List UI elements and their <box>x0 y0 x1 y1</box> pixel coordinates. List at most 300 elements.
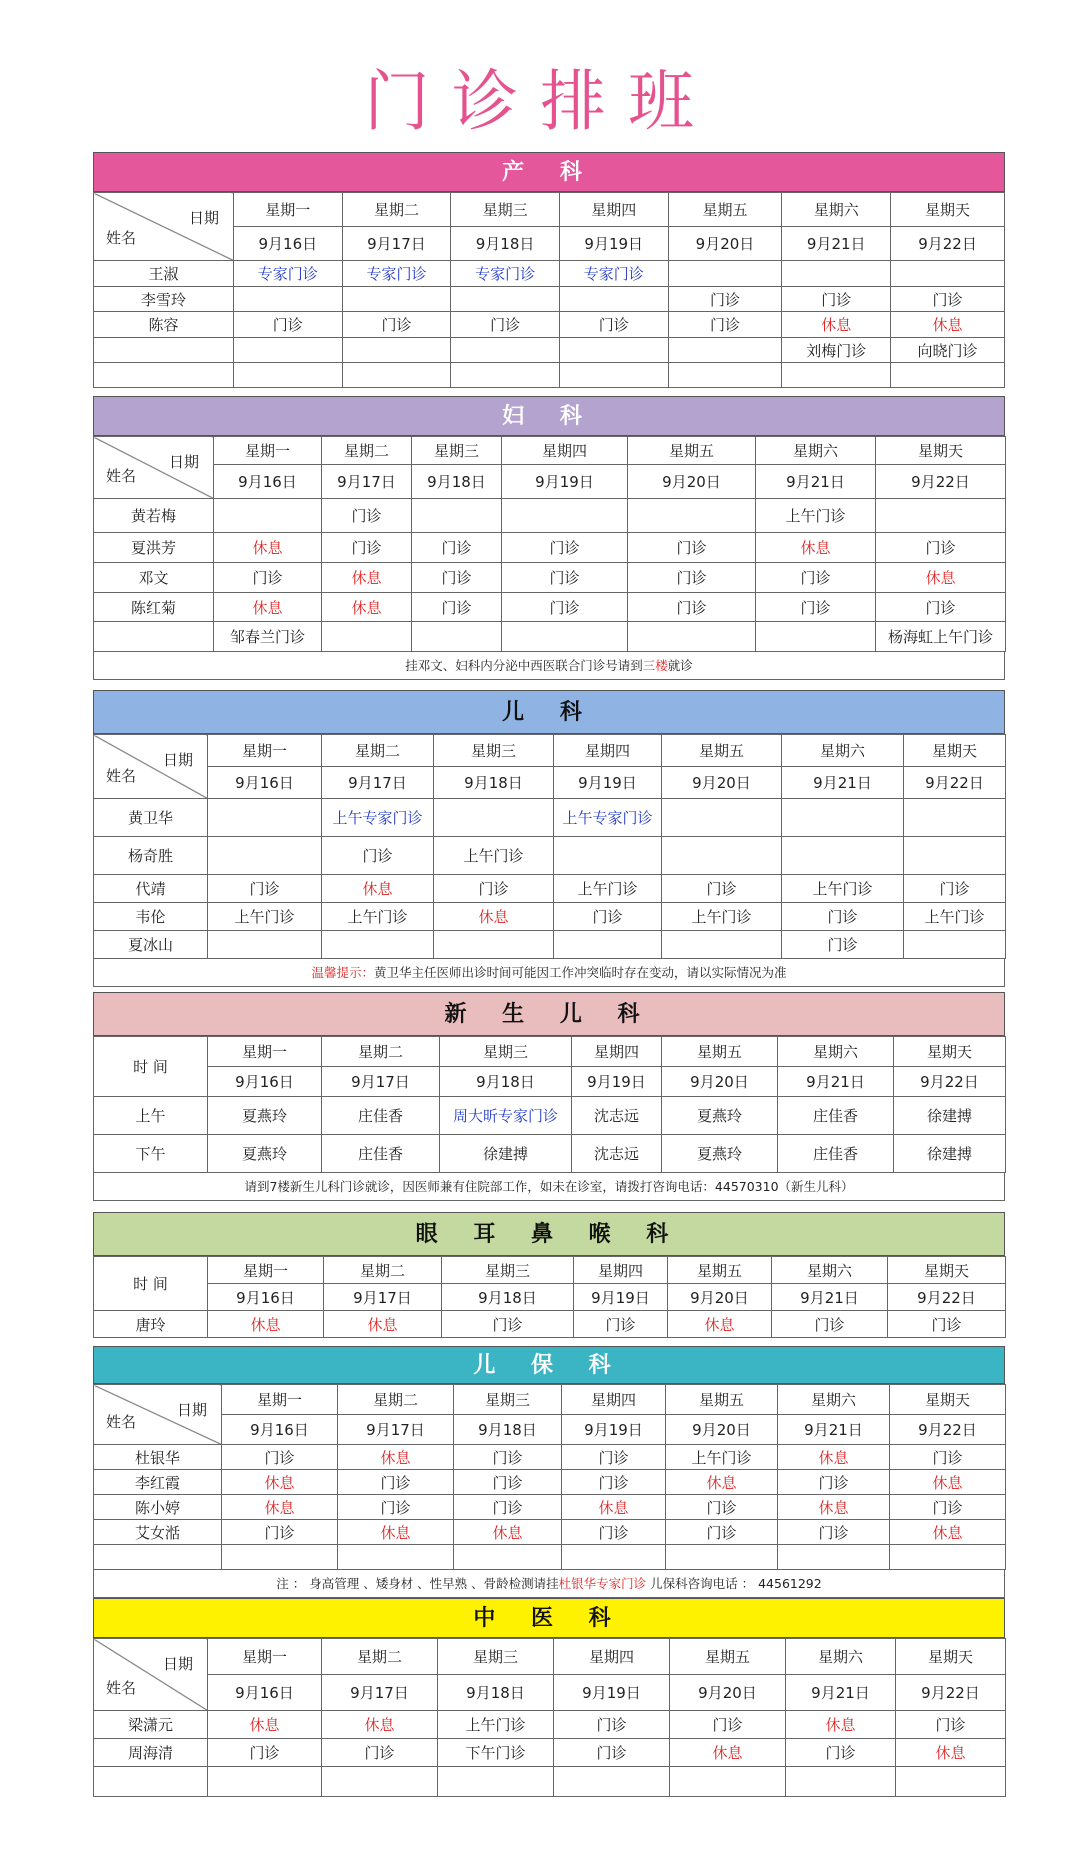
weekday-header: 星期六 <box>756 437 876 465</box>
schedule-cell <box>338 1545 454 1570</box>
doctor-name: 艾女湉 <box>94 1520 222 1545</box>
schedule-cell: 门诊 <box>451 312 560 338</box>
table-row <box>94 1495 1006 1520</box>
weekday-header: 星期五 <box>628 437 756 465</box>
schedule-cell: 休息 <box>222 1470 338 1495</box>
schedule-cell <box>451 338 560 363</box>
session-cell: 唐玲 <box>94 1311 208 1338</box>
date-header: 9月19日 <box>574 1284 668 1311</box>
table-row <box>94 563 1006 593</box>
schedule-cell: 休息 <box>876 563 1006 593</box>
schedule-cell: 门诊 <box>904 875 1006 903</box>
weekday-header: 星期六 <box>778 1037 894 1067</box>
schedule-cell: 专家门诊 <box>559 261 668 287</box>
schedule-cell: 上午专家门诊 <box>554 799 662 837</box>
schedule-cell: 门诊 <box>338 1470 454 1495</box>
schedule-cell: 门诊 <box>342 312 451 338</box>
schedule-cell: 门诊 <box>322 1739 438 1767</box>
date-header: 9月16日 <box>214 465 322 499</box>
table-row <box>94 593 1006 622</box>
schedule-cell: 门诊 <box>454 1470 562 1495</box>
schedule-cell: 门诊 <box>778 1520 890 1545</box>
schedule-cell <box>554 1767 670 1797</box>
schedule-cell: 门诊 <box>876 593 1006 622</box>
date-header: 9月16日 <box>233 227 342 261</box>
date-header: 9月22日 <box>896 1675 1006 1711</box>
schedule-cell <box>233 287 342 312</box>
doctor-name: 夏洪芳 <box>94 533 214 563</box>
schedule-cell <box>668 338 782 363</box>
schedule-cell: 门诊 <box>208 1739 322 1767</box>
schedule-cell: 门诊 <box>666 1495 778 1520</box>
schedule-cell: 休息 <box>778 1495 890 1520</box>
schedule-cell: 门诊 <box>782 931 904 959</box>
schedule-cell: 上午门诊 <box>904 903 1006 931</box>
doctor-name: 黄卫华 <box>94 799 208 837</box>
dept-header: 产 科 <box>93 152 1005 192</box>
schedule-cell <box>876 499 1006 533</box>
schedule-cell <box>668 261 782 287</box>
table-row <box>94 837 1006 875</box>
table-row <box>94 1739 1006 1767</box>
schedule-cell: 休息 <box>668 1311 772 1338</box>
schedule-cell <box>778 1545 890 1570</box>
weekday-header: 星期四 <box>559 193 668 227</box>
schedule-cell: 门诊 <box>574 1311 668 1338</box>
doctor-name <box>94 1545 222 1570</box>
name-label: 姓名 <box>106 767 137 785</box>
schedule-cell <box>891 261 1005 287</box>
date-header: 9月18日 <box>412 465 502 499</box>
date-label: 日期 <box>188 209 219 227</box>
table-row <box>94 499 1006 533</box>
schedule-cell: 休息 <box>322 563 412 593</box>
schedule-cell: 专家门诊 <box>233 261 342 287</box>
weekday-header: 星期三 <box>412 437 502 465</box>
schedule-cell: 门诊 <box>772 1311 888 1338</box>
date-header: 9月18日 <box>438 1675 554 1711</box>
doctor-name: 李雪玲 <box>94 287 234 312</box>
schedule-cell <box>782 799 904 837</box>
schedule-cell: 邹春兰门诊 <box>214 622 322 652</box>
weekday-header: 星期一 <box>208 1037 322 1067</box>
date-header: 9月17日 <box>322 1675 438 1711</box>
schedule-cell: 门诊 <box>890 1495 1006 1520</box>
weekday-header: 星期天 <box>904 735 1006 767</box>
schedule-cell: 休息 <box>214 593 322 622</box>
doctor-name: 周海清 <box>94 1739 208 1767</box>
table-row <box>94 1135 1006 1173</box>
table-row <box>94 1545 1006 1570</box>
dept-header: 眼 耳 鼻 喉 科 <box>93 1212 1005 1256</box>
schedule-cell: 上午门诊 <box>782 875 904 903</box>
date-header: 9月22日 <box>890 1415 1006 1445</box>
schedule-cell: 沈志远 <box>572 1097 662 1135</box>
schedule-cell: 门诊 <box>756 593 876 622</box>
date-header: 9月19日 <box>502 465 628 499</box>
schedule-cell <box>662 799 782 837</box>
schedule-cell: 门诊 <box>214 563 322 593</box>
schedule-cell: 夏燕玲 <box>662 1135 778 1173</box>
weekday-header: 星期四 <box>554 735 662 767</box>
schedule-cell <box>782 363 891 388</box>
table-row <box>94 1711 1006 1739</box>
schedule-cell: 门诊 <box>562 1470 666 1495</box>
date-header: 9月16日 <box>208 1284 324 1311</box>
schedule-table <box>93 734 1006 959</box>
schedule-cell: 门诊 <box>891 287 1005 312</box>
weekday-header: 星期二 <box>342 193 451 227</box>
corner-header <box>94 193 234 261</box>
weekday-header: 星期一 <box>214 437 322 465</box>
schedule-cell: 门诊 <box>322 533 412 563</box>
date-header: 9月17日 <box>324 1284 442 1311</box>
doctor-name <box>94 338 234 363</box>
schedule-cell: 徐建搏 <box>440 1135 572 1173</box>
schedule-cell <box>342 338 451 363</box>
schedule-cell: 门诊 <box>502 563 628 593</box>
schedule-cell: 休息 <box>778 1445 890 1470</box>
table-row <box>94 1470 1006 1495</box>
date-header: 9月18日 <box>451 227 560 261</box>
corner-header <box>94 437 214 499</box>
table-row <box>94 622 1006 652</box>
date-header: 9月20日 <box>668 227 782 261</box>
schedule-cell <box>502 499 628 533</box>
schedule-cell <box>412 622 502 652</box>
date-header: 9月22日 <box>888 1284 1006 1311</box>
schedule-cell: 门诊 <box>896 1711 1006 1739</box>
schedule-cell: 休息 <box>434 903 554 931</box>
weekday-header: 星期二 <box>322 1639 438 1675</box>
schedule-table <box>93 1036 1006 1173</box>
schedule-cell: 夏燕玲 <box>662 1097 778 1135</box>
date-header: 9月16日 <box>208 1675 322 1711</box>
schedule-cell: 休息 <box>222 1495 338 1520</box>
date-header: 9月21日 <box>756 465 876 499</box>
schedule-cell: 门诊 <box>668 312 782 338</box>
schedule-cell: 休息 <box>666 1470 778 1495</box>
schedule-cell: 上午门诊 <box>438 1711 554 1739</box>
dept-header: 儿 保 科 <box>93 1346 1005 1384</box>
schedule-cell <box>434 931 554 959</box>
weekday-header: 星期二 <box>322 437 412 465</box>
schedule-cell <box>342 363 451 388</box>
schedule-cell: 上午门诊 <box>666 1445 778 1470</box>
schedule-table <box>93 192 1005 388</box>
schedule-cell: 门诊 <box>502 533 628 563</box>
doctor-name: 王淑 <box>94 261 234 287</box>
schedule-cell: 门诊 <box>562 1520 666 1545</box>
schedule-cell: 下午门诊 <box>438 1739 554 1767</box>
schedule-cell <box>438 1767 554 1797</box>
schedule-cell <box>222 1545 338 1570</box>
schedule-cell: 向晓门诊 <box>891 338 1005 363</box>
table-row <box>94 875 1006 903</box>
weekday-header: 星期一 <box>208 1639 322 1675</box>
schedule-cell: 门诊 <box>628 563 756 593</box>
schedule-cell: 休息 <box>756 533 876 563</box>
doctor-name: 陈红菊 <box>94 593 214 622</box>
date-header: 9月18日 <box>440 1067 572 1097</box>
schedule-cell: 上午专家门诊 <box>322 799 434 837</box>
date-header: 9月20日 <box>666 1415 778 1445</box>
schedule-cell <box>559 287 668 312</box>
weekday-header: 星期二 <box>324 1257 442 1284</box>
schedule-cell <box>670 1767 786 1797</box>
schedule-cell: 门诊 <box>888 1311 1006 1338</box>
schedule-cell: 庄佳香 <box>778 1135 894 1173</box>
doctor-name: 韦伦 <box>94 903 208 931</box>
schedule-cell <box>786 1767 896 1797</box>
weekday-header: 星期天 <box>891 193 1005 227</box>
schedule-cell <box>233 338 342 363</box>
schedule-cell <box>628 499 756 533</box>
schedule-cell: 门诊 <box>454 1495 562 1520</box>
schedule-cell: 休息 <box>208 1311 324 1338</box>
schedule-cell: 休息 <box>891 312 1005 338</box>
date-header: 9月17日 <box>322 465 412 499</box>
dept-note: 注 ： 身高管理 、矮身材 、性早熟 、骨龄检测请挂杜银华专家门诊 儿保科咨询电话 ： 44561292 <box>93 1570 1005 1598</box>
doctor-name: 杜银华 <box>94 1445 222 1470</box>
schedule-cell: 庄佳香 <box>322 1135 440 1173</box>
doctor-name: 梁潇元 <box>94 1711 208 1739</box>
schedule-cell <box>904 799 1006 837</box>
session-cell: 上午 <box>94 1097 208 1135</box>
schedule-cell <box>554 931 662 959</box>
schedule-cell: 门诊 <box>222 1445 338 1470</box>
schedule-cell: 门诊 <box>662 875 782 903</box>
table-row <box>94 1097 1006 1135</box>
table-row <box>94 363 1005 388</box>
schedule-cell <box>322 931 434 959</box>
name-label: 姓名 <box>106 467 137 485</box>
table-row <box>94 931 1006 959</box>
date-header: 9月16日 <box>222 1415 338 1445</box>
date-header: 9月19日 <box>554 767 662 799</box>
dept-zhongyi <box>93 1598 1005 1797</box>
date-header: 9月17日 <box>322 1067 440 1097</box>
schedule-cell: 门诊 <box>554 1739 670 1767</box>
date-header: 9月22日 <box>891 227 1005 261</box>
weekday-header: 星期五 <box>670 1639 786 1675</box>
weekday-header: 星期六 <box>782 193 891 227</box>
schedule-cell: 休息 <box>562 1495 666 1520</box>
dept-header: 儿 科 <box>93 690 1005 734</box>
date-header: 9月20日 <box>662 1067 778 1097</box>
schedule-cell: 休息 <box>782 312 891 338</box>
schedule-cell <box>782 837 904 875</box>
schedule-cell: 刘梅门诊 <box>782 338 891 363</box>
weekday-header: 星期一 <box>208 735 322 767</box>
schedule-cell: 休息 <box>322 1711 438 1739</box>
dept-xinsheng <box>93 992 1005 1201</box>
date-label: 日期 <box>162 751 193 769</box>
doctor-name: 代靖 <box>94 875 208 903</box>
date-header: 9月21日 <box>772 1284 888 1311</box>
date-header: 9月20日 <box>628 465 756 499</box>
schedule-cell: 门诊 <box>412 593 502 622</box>
table-row <box>94 903 1006 931</box>
schedule-cell: 门诊 <box>222 1520 338 1545</box>
schedule-cell <box>904 931 1006 959</box>
weekday-header: 星期六 <box>786 1639 896 1675</box>
table-row <box>94 1520 1006 1545</box>
schedule-cell <box>342 287 451 312</box>
date-header: 9月19日 <box>572 1067 662 1097</box>
schedule-cell: 休息 <box>670 1739 786 1767</box>
schedule-cell: 夏燕玲 <box>208 1135 322 1173</box>
weekday-header: 星期四 <box>574 1257 668 1284</box>
schedule-cell: 上午门诊 <box>208 903 322 931</box>
weekday-header: 星期三 <box>454 1385 562 1415</box>
schedule-cell: 门诊 <box>782 287 891 312</box>
schedule-cell <box>628 622 756 652</box>
schedule-cell <box>554 837 662 875</box>
schedule-cell: 门诊 <box>666 1520 778 1545</box>
weekday-header: 星期二 <box>322 1037 440 1067</box>
dept-note: 请到7楼新生儿科门诊就诊，因医师兼有住院部工作，如未在诊室，请拨打咨询电话：44570310（新生儿科） <box>93 1173 1005 1201</box>
date-label: 日期 <box>162 1655 193 1673</box>
date-header: 9月21日 <box>782 227 891 261</box>
date-header: 9月17日 <box>322 767 434 799</box>
doctor-name: 黄若梅 <box>94 499 214 533</box>
date-header: 9月18日 <box>454 1415 562 1445</box>
schedule-cell: 门诊 <box>208 875 322 903</box>
dept-note: 温馨提示：黄卫华主任医师出诊时间可能因工作冲突临时存在变动，请以实际情况为准 <box>93 959 1005 987</box>
date-header: 9月20日 <box>662 767 782 799</box>
weekday-header: 星期天 <box>876 437 1006 465</box>
weekday-header: 星期一 <box>233 193 342 227</box>
schedule-cell <box>412 499 502 533</box>
schedule-cell: 门诊 <box>670 1711 786 1739</box>
doctor-name: 陈容 <box>94 312 234 338</box>
schedule-cell <box>891 363 1005 388</box>
weekday-header: 星期五 <box>668 1257 772 1284</box>
dept-erke <box>93 690 1005 987</box>
schedule-cell: 休息 <box>322 875 434 903</box>
dept-yanerbi <box>93 1212 1005 1338</box>
schedule-table <box>93 1256 1006 1338</box>
schedule-cell: 上午门诊 <box>434 837 554 875</box>
schedule-cell <box>208 931 322 959</box>
schedule-cell: 沈志远 <box>572 1135 662 1173</box>
date-header: 9月16日 <box>208 1067 322 1097</box>
schedule-cell: 门诊 <box>778 1470 890 1495</box>
weekday-header: 星期六 <box>772 1257 888 1284</box>
schedule-cell: 门诊 <box>412 563 502 593</box>
schedule-cell: 门诊 <box>434 875 554 903</box>
schedule-cell: 上午门诊 <box>322 903 434 931</box>
schedule-cell <box>451 287 560 312</box>
date-header: 9月19日 <box>554 1675 670 1711</box>
date-header: 9月22日 <box>876 465 1006 499</box>
schedule-cell: 徐建搏 <box>894 1135 1006 1173</box>
schedule-cell: 庄佳香 <box>322 1097 440 1135</box>
table-row <box>94 338 1005 363</box>
corner-header <box>94 735 208 799</box>
dept-erbao <box>93 1346 1005 1598</box>
schedule-cell: 门诊 <box>322 499 412 533</box>
corner-header <box>94 1639 208 1711</box>
table-row <box>94 1445 1006 1470</box>
schedule-cell <box>662 931 782 959</box>
name-label: 姓名 <box>106 1413 137 1431</box>
schedule-cell: 门诊 <box>876 533 1006 563</box>
weekday-header: 星期三 <box>438 1639 554 1675</box>
weekday-header: 星期四 <box>554 1639 670 1675</box>
dept-header: 新 生 儿 科 <box>93 992 1005 1036</box>
schedule-cell: 门诊 <box>559 312 668 338</box>
weekday-header: 星期四 <box>562 1385 666 1415</box>
schedule-cell: 休息 <box>338 1520 454 1545</box>
schedule-cell: 门诊 <box>786 1739 896 1767</box>
schedule-cell: 休息 <box>890 1470 1006 1495</box>
schedule-table <box>93 436 1006 652</box>
dept-header: 妇 科 <box>93 396 1005 436</box>
schedule-cell: 门诊 <box>554 1711 670 1739</box>
schedule-cell <box>502 622 628 652</box>
date-label: 日期 <box>168 453 199 471</box>
schedule-cell: 门诊 <box>554 903 662 931</box>
schedule-cell: 休息 <box>896 1739 1006 1767</box>
date-header: 9月19日 <box>562 1415 666 1445</box>
schedule-cell: 门诊 <box>890 1445 1006 1470</box>
weekday-header: 星期五 <box>668 193 782 227</box>
date-header: 9月19日 <box>559 227 668 261</box>
weekday-header: 星期天 <box>896 1639 1006 1675</box>
date-header: 9月21日 <box>778 1415 890 1445</box>
name-label: 姓名 <box>106 1679 137 1697</box>
schedule-cell: 门诊 <box>562 1445 666 1470</box>
date-header: 9月17日 <box>338 1415 454 1445</box>
schedule-cell: 门诊 <box>502 593 628 622</box>
schedule-cell: 上午门诊 <box>554 875 662 903</box>
dept-chanke <box>93 152 1005 388</box>
schedule-cell <box>208 1767 322 1797</box>
schedule-cell: 门诊 <box>628 533 756 563</box>
dept-fuke <box>93 396 1005 680</box>
doctor-name: 夏冰山 <box>94 931 208 959</box>
date-header: 9月20日 <box>668 1284 772 1311</box>
weekday-header: 星期一 <box>222 1385 338 1415</box>
schedule-cell: 徐建搏 <box>894 1097 1006 1135</box>
schedule-cell <box>233 363 342 388</box>
weekday-header: 星期五 <box>662 735 782 767</box>
date-header: 9月21日 <box>786 1675 896 1711</box>
schedule-cell: 上午门诊 <box>662 903 782 931</box>
dept-note: 挂邓文、妇科内分泌中西医联合门诊号请到三楼就诊 <box>93 652 1005 680</box>
weekday-header: 星期六 <box>782 735 904 767</box>
schedule-cell: 门诊 <box>756 563 876 593</box>
doctor-name <box>94 363 234 388</box>
weekday-header: 星期四 <box>502 437 628 465</box>
schedule-cell: 门诊 <box>442 1311 574 1338</box>
schedule-cell <box>559 363 668 388</box>
weekday-header: 星期五 <box>662 1037 778 1067</box>
schedule-cell <box>208 837 322 875</box>
schedule-cell <box>322 1767 438 1797</box>
dept-header: 中 医 科 <box>93 1598 1005 1638</box>
schedule-cell: 门诊 <box>338 1495 454 1520</box>
table-row <box>94 1767 1006 1797</box>
schedule-cell: 休息 <box>208 1711 322 1739</box>
schedule-cell: 门诊 <box>412 533 502 563</box>
schedule-cell: 休息 <box>786 1711 896 1739</box>
date-header: 9月18日 <box>434 767 554 799</box>
schedule-table <box>93 1638 1006 1797</box>
doctor-name: 陈小婷 <box>94 1495 222 1520</box>
